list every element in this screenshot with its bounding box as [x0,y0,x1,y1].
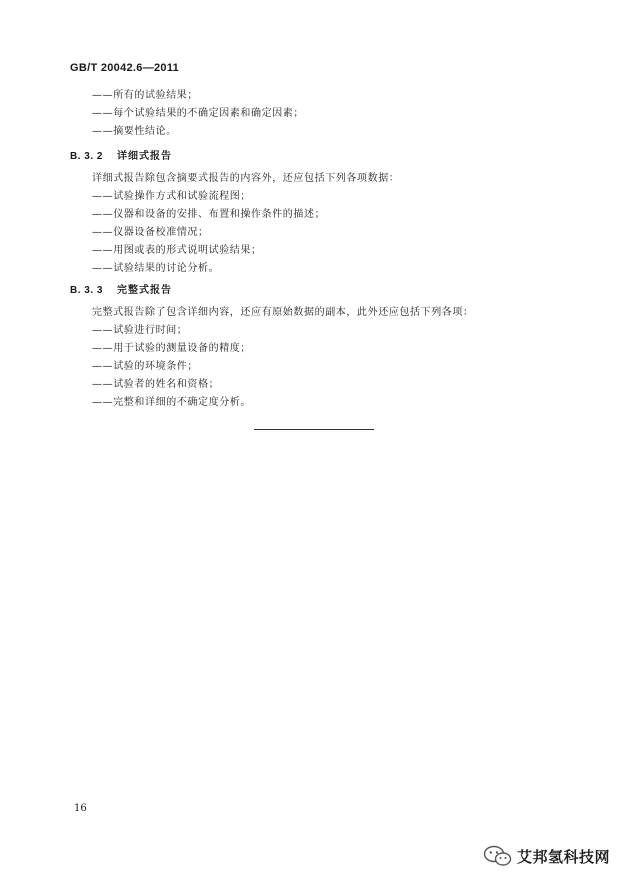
list-item: ——试验的环境条件； [92,361,198,372]
section-number: B. 3. 3 [70,285,103,296]
standard-code: GB/T 20042.6—2011 [70,62,180,74]
page-number: 16 [74,803,87,814]
list-item: ——仪器和设备的安排、布置和操作条件的描述； [92,209,326,220]
wechat-icon [483,845,513,867]
section-heading-b33 [70,284,172,298]
list-item: ——用图或表的形式说明试验结果； [92,245,262,256]
watermark-text: 艾邦氢科技网 [517,847,611,866]
list-item: ——仪器设备校准情况； [92,227,209,238]
list-item: ——完整和详细的不确定度分析。 [92,397,251,408]
list-item: ——试验结果的讨论分析。 [92,263,220,274]
list-item: ——试验操作方式和试验流程图； [92,191,251,202]
paragraph: 完整式报告除了包含详细内容，还应有原始数据的副本，此外还应包括下列各项： [92,307,474,318]
section-heading-b32 [70,150,172,164]
watermark [483,843,610,869]
list-item: ——用于试验的测量设备的精度； [92,343,251,354]
list-item: ——所有的试验结果； [92,90,198,101]
end-rule [254,429,374,430]
list-item: ——试验进行时间； [92,325,188,336]
section-number: B. 3. 2 [70,151,103,162]
list-item: ——试验者的姓名和资格； [92,379,220,390]
list-item: ——每个试验结果的不确定因素和确定因素； [92,108,304,119]
section-title: 详细式报告 [116,151,172,162]
paragraph: 详细式报告除包含摘要式报告的内容外，还应包括下列各项数据： [92,173,400,184]
list-item: ——摘要性结论。 [92,126,177,137]
section-title: 完整式报告 [116,285,172,296]
